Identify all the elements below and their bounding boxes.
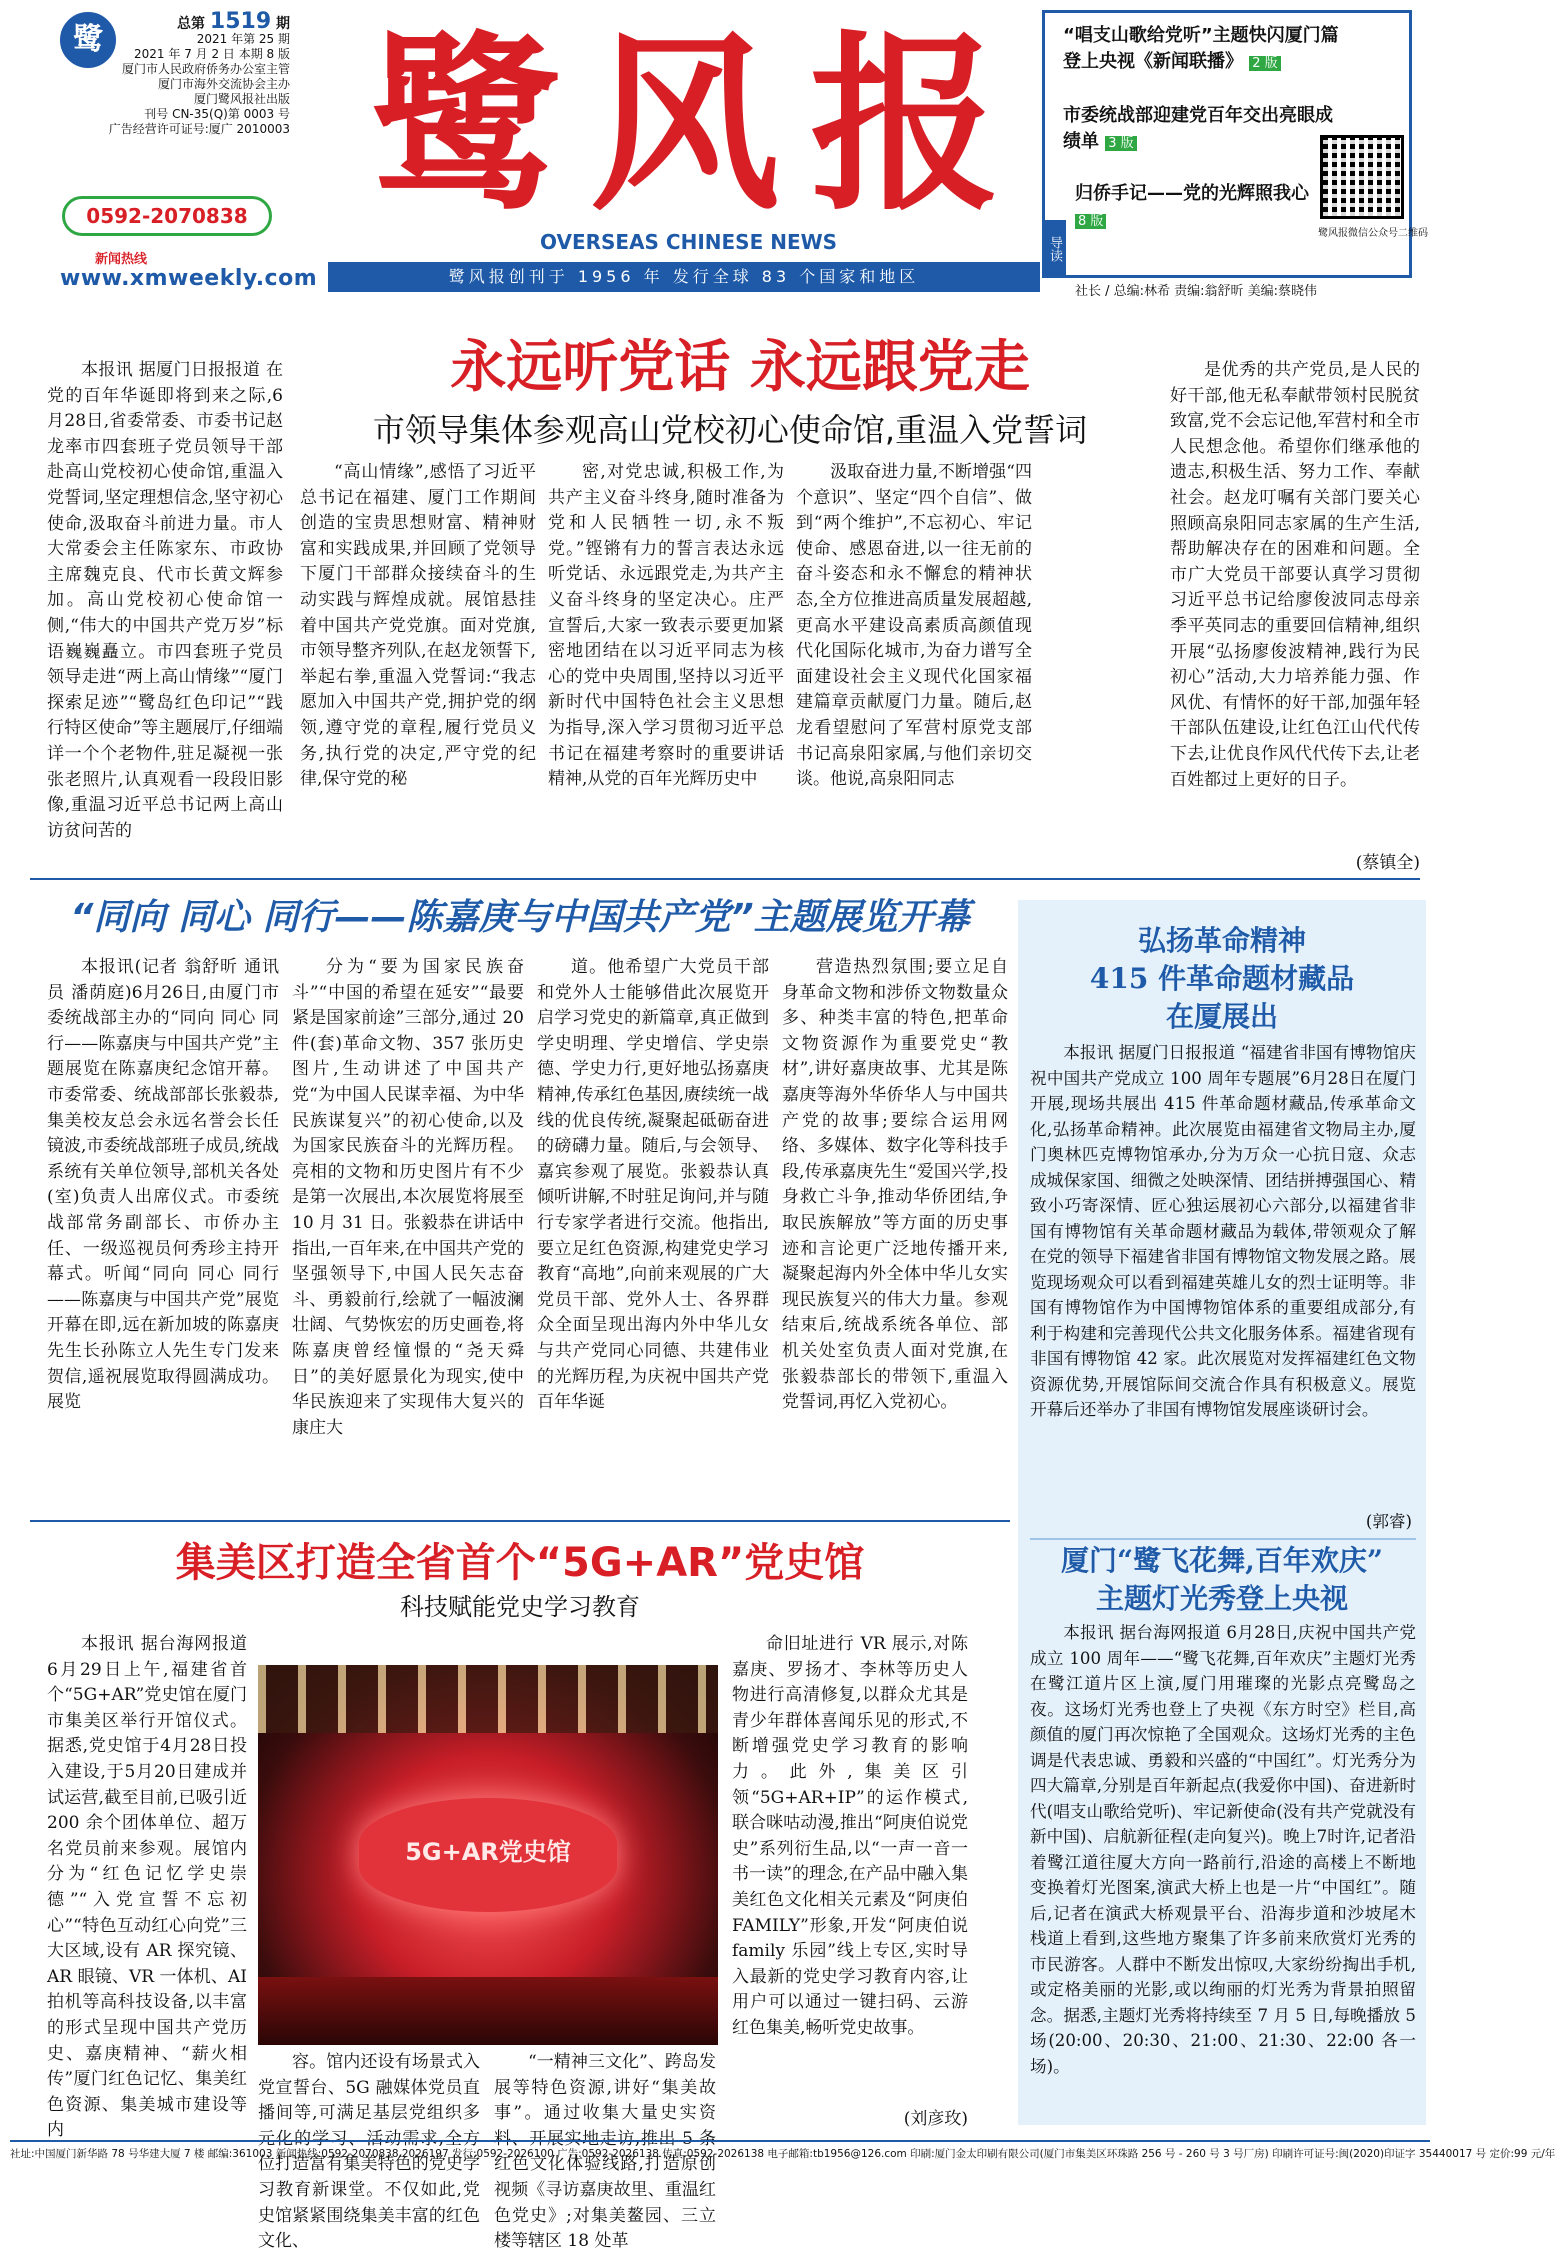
story3-headline <box>1028 922 1416 1036</box>
footer-info: 社址:中国厦门新华路 78 号华建大厦 7 楼 邮编:361003 新闻热线:0592-2070838 2026197 发行:0592-2026100 广告:0592-2026138 传真:0592-2026138 电子邮箱:tb1956@126.com 印刷:厦门金太印刷有限公司(厦门市集美区环珠路 256 号 - 260 号 3 号厂房) 印刷许可证号:闽(2020)印证字 35440017 号 定价:99 元/年 <box>10 2140 1430 2161</box>
section-divider <box>30 878 1420 880</box>
guide-item-page: 2 版 <box>1249 56 1280 71</box>
section-divider <box>30 1520 1010 1522</box>
guide-item-2[interactable] <box>1063 103 1333 157</box>
english-title: OVERSEAS CHINESE NEWS <box>540 230 838 254</box>
editor-credits: 社长 / 总编:林希 责编:翁舒昕 美编:蔡晓伟 <box>1075 284 1318 299</box>
story3-text: 本报讯 据厦门日报报道 “福建省非国有博物馆庆祝中国共产党成立 100 周年专题展”6月28日在厦门开展,现场共展出 415 件革命题材藏品,传承革命文化,弘扬革命精神。此次展览由福建省文物局主办,厦门奥林匹克博物馆承办,分为万众一心抗日寇、众志成城保家国、细微之处映深情、团结拼搏强国心、精致小巧寄深情、匠心独运展初心六部分,以福建省非国有博物馆有关革命题材藏品为载体,带领观众了解在党的领导下福建省非国有博物馆文物发展之路。展览现场观众可以看到福建英雄儿女的烈士证明等。非国有博物馆作为中国博物馆体系的重要组成部分,有利于构建和完善现代公共文化服务体系。福建省现有非国有博物馆 42 家。此次展览对发挥福建红色文物资源优势,开展馆际间交流合作具有积极意义。展览开幕后还举办了非国有博物馆发展座谈研讨会。 <box>1030 1043 1416 1419</box>
headline-line: 415 件革命题材藏品 <box>1089 962 1355 995</box>
story1-text: 是优秀的共产党员,是人民的好干部,他无私奉献带领村民脱贫致富,党不会忘记他,军营村和全市人民想念他。希望你们继承他的遗志,积极生活、努力工作、奉献社会。赵龙叮嘱有关部门要关心照顾高泉阳同志家属的生产生活,帮助解决存在的困难和问题。全市广大党员干部要认真学习贯彻习近平总书记给廖俊波同志母亲季平英同志的重要回信精神,组织开展“弘扬廖俊波精神,践行为民初心”活动,大力培养能力强、作风优、有情怀的好干部,加强年轻干部队伍建设,让红色江山代代传下去,让优良作风代代传下去,让老百姓都过上更好的日子。 <box>1170 360 1420 790</box>
story4-body <box>1030 1620 1416 2120</box>
story1-signature: (蔡镇全) <box>1355 853 1420 873</box>
guide-item-text: 归侨手记——党的光辉照我心 <box>1075 183 1309 204</box>
hotline-number: 0592-2070838 <box>62 196 272 236</box>
headline-line: 主题灯光秀登上央视 <box>1095 1582 1348 1615</box>
story4-headline <box>1028 1542 1416 1618</box>
headline-line: 弘扬革命精神 <box>1137 924 1306 957</box>
story1-column-2 <box>300 460 536 870</box>
sponsor-line: 厦门市海外交流协会主办 <box>157 77 290 91</box>
story1-text: 密,对党忠诚,积极工作,为共产主义奋斗终身,随时准备为党和人民牺牲一切,永不叛党。”铿锵有力的誓言表达永远听党话、永远跟党走,为共产主义奋斗终身的坚定决心。庄严宣誓后,大家一致表示要更加紧密地团结在以习近平同志为核心的党中央周围,坚持以习近平新时代中国特色社会主义思想为指导,深入学习贯彻习近平总书记在福建考察时的重要讲话精神,从党的百年光辉历史中 <box>548 462 784 790</box>
story2-column-4 <box>782 955 1008 1510</box>
guide-item-text: 市委统战部迎建党百年交出亮眼成绩单 <box>1063 105 1333 152</box>
story1-column-1 <box>47 358 283 870</box>
date-line: 2021 年 7 月 2 日 本期 8 版 <box>134 47 290 61</box>
story3-body <box>1030 1040 1416 1528</box>
sponsor-line: 厦门鹭风报社出版 <box>193 92 290 106</box>
guide-item-text: “唱支山歌给党听”主题快闪厦门篇登上央视《新闻联播》 <box>1063 25 1339 72</box>
story1-text: “高山情缘”,感悟了习近平总书记在福建、厦门工作期间创造的宝贵思想财富、精神财富和实践成果,并回顾了党领导下厦门干部群众接续奋斗的生动实践与辉煌成就。展馆悬挂着中国共产党党旗。面对党旗,市领导整齐列队,在赵龙领誓下,举起右拳,重温入党誓词:“我志愿加入中国共产党,拥护党的纲领,遵守党的章程,履行党员义务,执行党的决定,严守党的纪律,保守党的秘 <box>300 462 536 790</box>
newspaper-emblem-icon: 鹭 <box>60 12 116 68</box>
story5-signature: (刘彦玫) <box>903 2109 968 2129</box>
story5-subhead: 科技赋能党史学习教育 <box>400 1593 640 1621</box>
issue-number: 1519 <box>209 9 272 34</box>
story2-text: 道。他希望广大党员干部和党外人士能够借此次展览开启学习党史的新篇章,真正做到学史明理、学史增信、学史崇德、学史力行,更好地弘扬嘉庚精神,传承红色基因,赓续统一战线的优良传统,凝聚起砥砺奋进的磅礴力量。随后,与会领导、嘉宾参观了展览。张毅恭认真倾听讲解,不时驻足询问,并与随行专家学者进行交流。他指出,要立足红色资源,构建党史学习教育“高地”,向前来观展的广大党员干部、党外人士、各界群众全面呈现出海内外中华儿女与共产党同心同德、共建伟业的光辉历程,为庆祝中国共产党百年华诞 <box>537 957 769 1413</box>
story5-column-1 <box>47 1632 247 2141</box>
headline-line: 厦门“鹭飞花舞,百年欢庆” <box>1061 1544 1383 1577</box>
story2-text: 分为“要为国家民族奋斗”“中国的希望在延安”“最要紧是国家前途”三部分,通过 20 件(套)革命文物、357 张历史图片,生动讲述了中国共产党“为中国人民谋幸福、为中华民族谋复兴”的初心使命,以及为国家民族奋斗的光辉历程。亮相的文物和历史图片有不少是第一次展出,本次展览将展至 10 月 31 日。张毅恭在讲话中指出,一百年来,在中国共产党的坚强领导下,中国人民矢志奋斗、勇毅前行,绘就了一幅波澜壮阔、气势恢宏的历史画卷,将陈嘉庚曾经憧憬的“尧天舜日”的美好愿景化为现实,使中华民族迎来了实现伟大复兴的康庄大 <box>292 957 524 1438</box>
headline-line: 在厦展出 <box>1165 1000 1278 1033</box>
qr-code-pattern <box>1323 138 1401 216</box>
hotline-label: 新闻热线 <box>95 252 148 267</box>
guide-item-page: 3 版 <box>1105 136 1136 151</box>
masthead <box>0 0 1441 300</box>
hall-sign <box>359 1798 617 1912</box>
story5-text: 命旧址进行 VR 展示,对陈嘉庚、罗扬才、李林等历史人物进行高清修复,以群众尤其是青少年群体喜闻乐见的形式,不断增强党史学习教育的影响力。此外,集美区引领“5G+AR+IP”的运作模式,联合咪咕动漫,推出“阿庚伯说党史”系列衍生品,以“一声一音一书一读”的理念,在产品中融入集美红色文化相关元素及“阿庚伯FAMILY”形象,开发“阿庚伯说 family 乐园”线上专区,实时导入最新的党史学习教育内容,让用户可以通过一键扫码、云游红色集美,畅听党史故事。 <box>732 1634 968 2038</box>
story2-column-3 <box>537 955 769 1510</box>
story1-column-3 <box>548 460 784 870</box>
story1-column-4 <box>796 460 1032 870</box>
story2-column-2 <box>292 955 524 1510</box>
guide-label: 导读 <box>1042 220 1066 278</box>
slogan-bar: 鹭风报创刊于 1956 年 发行全球 83 个国家和地区 <box>328 262 1040 292</box>
story5-text: 容。馆内还设有场景式入党宣誓台、5G 融媒体党员直播间等,可满足基层党组织多元化的学习、活动需求,全方位打造富有集美特色的党史学习教育新课堂。不仅如此,党史馆紧紧围绕集美丰富的红色文化、 <box>258 2052 480 2252</box>
website-link[interactable]: www.xmweekly.com <box>60 266 318 291</box>
story5-column-4 <box>732 1632 968 2102</box>
guide-item-page: 8 版 <box>1075 214 1106 229</box>
story3-signature: (郭睿) <box>1365 1512 1412 1531</box>
story2-text: 本报讯(记者 翁舒昕 通讯员 潘荫庭)6月26日,由厦门市委统战部主办的“同向 同心 同行——陈嘉庚与中国共产党”主题展览在陈嘉庚纪念馆开幕。市委常委、统战部部长张毅恭,集美校友总会永远名誉会长任镜波,市委统战部班子成员,统战系统有关单位领导,部机关各处(室)负责人出席仪式。市委统战部常务副部长、市侨办主任、一级巡视员何秀珍主持开幕式。听闻“同向 同心 同行——陈嘉庚与中国共产党”展览开幕在即,远在新加坡的陈嘉庚先生长孙陈立人先生专门发来贺信,遥祝展览取得圆满成功。展览 <box>47 957 279 1413</box>
story2-column-1 <box>47 955 279 1510</box>
ad-license: 广告经营许可证号:厦广 2010003 <box>108 122 290 136</box>
story5-column-3 <box>494 2050 716 2252</box>
party-history-hall-photo <box>258 1665 718 2045</box>
story1-text: 汲取奋进力量,不断增强“四个意识”、坚定“四个自信”、做到“两个维护”,不忘初心、牢记使命、感恩奋进,以一往无前的奋斗姿态和永不懈怠的精神状态,全方位推进高质量发展超越,更高水平建设高素质高颜值现代化国际化城市,为奋力谱写全面建设社会主义现代化国家福建篇章贡献厦门力量。随后,赵龙看望慰问了军营村原党支部书记高泉阳家属,与他们亲切交谈。他说,高泉阳同志 <box>796 462 1032 790</box>
story4-text: 本报讯 据台海网报道 6月28日,庆祝中国共产党成立 100 周年——“鹭飞花舞,百年欢庆”主题灯光秀在鹭江道片区上演,厦门用璀璨的光影点亮鹭岛之夜。这场灯光秀也登上了央视《东方时空》栏目,高颜值的厦门再次惊艳了全国观众。这场灯光秀的主色调是代表忠诚、勇毅和兴盛的“中国红”。灯光秀分为四大篇章,分别是百年新起点(我爱你中国)、奋进新时代(唱支山歌给党听)、牢记新使命(没有共产党就没有新中国)、启航新征程(走向复兴)。晚上7时许,记者沿着鹭江道往厦大方向一路前行,沿途的高楼上不断地变换着灯光图案,演武大桥上也是一片“中国红”。随后,记者在演武大桥观景平台、沿海步道和沙坡尾木栈道上看到,这些地方聚集了许多前来欣赏灯光秀的市民游客。人群中不断发出惊叹,大家纷纷掏出手机,或定格美丽的光影,或以绚丽的灯光秀为背景拍照留念。据悉,主题灯光秀将持续至 7 月 5 日,每晚播放 5 场(20:00、20:30、21:00、21:30、22:00 各一场)。 <box>1030 1623 1416 2076</box>
year-issue: 2021 年第 25 期 <box>196 32 290 46</box>
story5-headline: 集美区打造全省首个“5G+AR”党史馆 <box>175 1540 865 1586</box>
story5-text: “一精神三文化”、跨岛发展等特色资源,讲好“集美故事”。通过收集大量史实资料、开展实地走访,推出 5 条红色文化体验线路,打造原创视频《寻访嘉庚故里、重温红色党史》;对集美鳌园、三立楼等辖区 18 处革 <box>494 2052 716 2252</box>
story5-text: 本报讯 据台海网报道 6月29日上午,福建省首个“5G+AR”党史馆在厦门市集美区举行开馆仪式。据悉,党史馆于4月28日投入建设,于5月20日建成并试运营,截至目前,已吸引近 200 余个团体单位、超万名党员前来参观。展馆内分为“红色记忆学史崇德”“入党宣誓不忘初心”“特色互动红心向党”三大区域,设有 AR 探究镜、AR 眼镜、VR 一体机、AI 拍机等高科技设备,以丰富的形式呈现中国共产党历史、嘉庚精神、“薪火相传”厦门红色记忆、集美红色资源、集美城市建设等内 <box>47 1634 247 2141</box>
hall-sign-text: 5G+AR党史馆 <box>405 1838 571 1867</box>
issue-total-label: 总第 <box>177 16 206 32</box>
story1-headline: 永远听党话 永远跟党走 <box>450 335 1030 400</box>
story1-text: 本报讯 据厦门日报报道 在党的百年华诞即将到来之际,6月28日,省委常委、市委书记赵龙率市四套班子党员领导干部赴高山党校初心使命馆,重温入党誓词,坚定理想信念,坚守初心使命,汲取奋斗前进力量。市人大常委会主任陈家东、市政协主席魏克良、代市长黄文辉参加。高山党校初心使命馆一侧,“伟大的中国共产党万岁”标语巍巍矗立。市四套班子党员领导走进“两上高山情缘”“厦门探索足迹”“鹭岛红色印记”“践行特区使命”等主题展厅,仔细端详一个个老物件,驻足凝视一张张老照片,认真观看一段段旧影像,重温习近平总书记两上高山访贫问苦的 <box>47 360 283 841</box>
story2-headline: “同向 同心 同行——陈嘉庚与中国共产党”主题展览开幕 <box>70 897 970 938</box>
story1-subhead: 市领导集体参观高山党校初心使命馆,重温入党誓词 <box>372 411 1088 449</box>
story2-text: 营造热烈氛围;要立足自身革命文物和涉侨文物数量众多、种类丰富的特色,把革命文物资源作为重要党史“教材”,讲好嘉庚故事、尤其是陈嘉庚等海外华侨华人与中国共产党的故事;要综合运用网络、多媒体、数字化等科技手段,传承嘉庚先生“爱国兴学,投身救亡斗争,推动华侨团结,争取民族解放”等方面的历史事迹和言论更广泛地传播开来,凝聚起海内外全体中华儿女实现民族复兴的伟大力量。参观结束后,统战系统各单位、部机关处室负责人面对党旗,在张毅恭部长的带领下,重温入党誓词,再忆入党初心。 <box>782 957 1008 1413</box>
qr-code-label: 鹭风报微信公众号二维码 <box>1318 228 1428 239</box>
story1-column-5 <box>1170 358 1420 848</box>
guide-item-1[interactable] <box>1063 23 1353 77</box>
publication-info <box>60 9 290 137</box>
ceiling-lights <box>258 1665 718 1733</box>
sponsor-line: 厦门市人民政府侨务办公室主管 <box>121 62 290 76</box>
hall-floor <box>258 1977 718 2045</box>
newspaper-title: 鹭风报 <box>369 13 1030 236</box>
story5-column-2 <box>258 2050 480 2252</box>
guide-item-3[interactable] <box>1075 181 1325 235</box>
sidebar-divider <box>1030 1538 1416 1540</box>
publication-license: 刊号 CN-35(Q)第 0003 号 <box>144 107 290 121</box>
issue-unit: 期 <box>276 16 290 32</box>
